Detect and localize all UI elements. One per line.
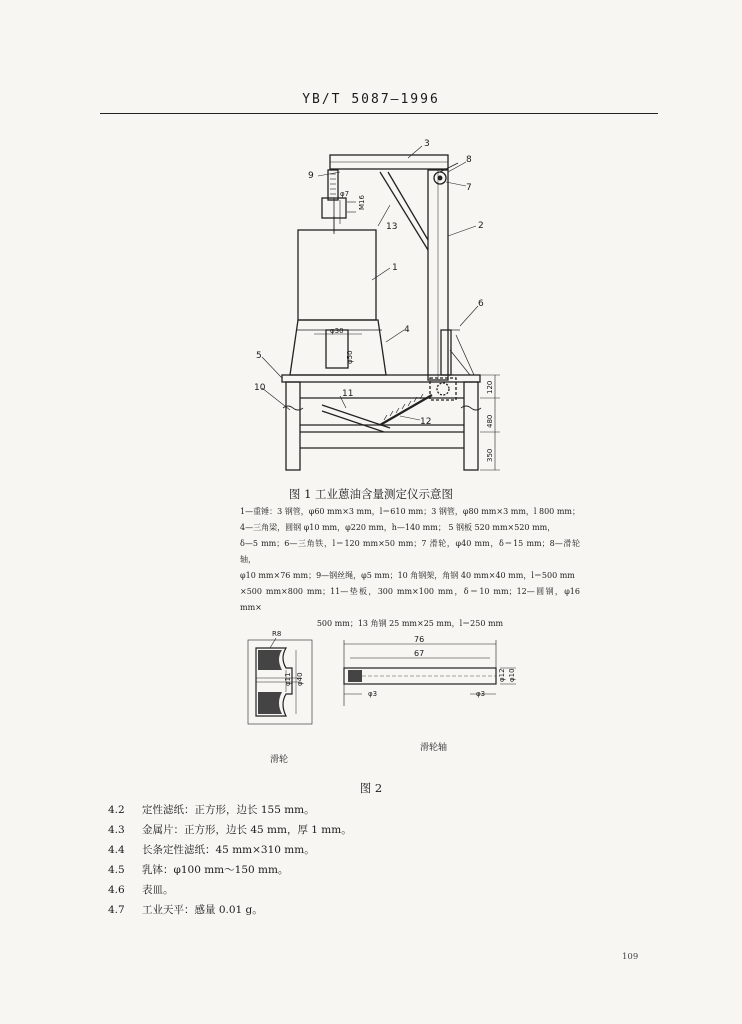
callout-5: 5 bbox=[256, 351, 262, 361]
callout-11: 11 bbox=[342, 389, 354, 399]
shaft-d12: φ12 bbox=[498, 668, 506, 682]
figure-1-drawing bbox=[0, 0, 742, 480]
page-number: 109 bbox=[622, 952, 639, 962]
clause-item bbox=[108, 860, 648, 880]
clause-item bbox=[108, 820, 648, 840]
dim-120: 120 bbox=[486, 380, 494, 394]
clause-item bbox=[108, 900, 648, 920]
dim-d30: φ30 bbox=[330, 327, 344, 335]
shaft-d10: φ10 bbox=[508, 668, 516, 682]
pulley-r8: R8 bbox=[272, 630, 282, 638]
clause-item bbox=[108, 840, 648, 860]
callout-6: 6 bbox=[478, 299, 484, 309]
callout-13: 13 bbox=[386, 222, 398, 232]
clause-list bbox=[108, 800, 648, 920]
callout-8: 8 bbox=[466, 155, 472, 165]
figure-1-legend bbox=[240, 504, 580, 632]
figure-1-caption: 图 1 工业蒽油含量测定仪示意图 bbox=[288, 487, 454, 501]
clause-number: 4.2 bbox=[108, 804, 125, 816]
callout-9: 9 bbox=[308, 171, 314, 181]
dim-480: 480 bbox=[486, 414, 494, 428]
dim-m16: M16 bbox=[358, 195, 366, 210]
shaft-67: 67 bbox=[414, 649, 425, 658]
callout-7: 7 bbox=[466, 183, 472, 193]
clause-text: 表皿。 bbox=[142, 884, 174, 896]
callout-3: 3 bbox=[424, 139, 430, 149]
clause-number: 4.4 bbox=[108, 844, 125, 856]
dim-d7: φ7 bbox=[340, 190, 350, 198]
dim-d50: φ50 bbox=[346, 350, 354, 364]
figure-2-caption: 图 2 bbox=[359, 781, 383, 795]
callout-1: 1 bbox=[392, 263, 398, 273]
shaft-76: 76 bbox=[414, 635, 425, 644]
pulley-d40: φ40 bbox=[296, 672, 304, 686]
legend-line: 500 mm；13 角钢 25 mm×25 mm，l＝250 mm bbox=[316, 619, 504, 628]
pulley-d11: φ11 bbox=[284, 672, 292, 686]
legend-line: δ—5 mm；6—三角铁，l＝120 mm×50 mm；7 滑轮，φ40 mm，δ＝15 mm；8—滑轮轴， bbox=[240, 539, 580, 564]
legend-line: 4—三角梁，圆钢 φ10 mm，φ220 mm，h—140 mm； 5 钢板 520 mm×520 mm， bbox=[240, 523, 556, 532]
shaft-d3-right: φ3 bbox=[476, 690, 486, 698]
shaft-label: 滑轮轴 bbox=[420, 743, 448, 753]
figure-2-drawing bbox=[0, 620, 742, 780]
clause-number: 4.6 bbox=[108, 884, 125, 896]
pulley-label: 滑轮 bbox=[270, 755, 289, 765]
dim-350: 350 bbox=[486, 448, 494, 462]
clause-text: 工业天平：感量 0.01 g。 bbox=[142, 904, 263, 916]
clause-number: 4.5 bbox=[108, 864, 125, 876]
clause-item bbox=[108, 800, 648, 820]
legend-line: 1—重锤：3 钢管，φ60 mm×3 mm，l＝610 mm；3 钢管，φ80 mm×3 mm，l 800 mm； bbox=[240, 507, 580, 516]
clause-text: 金属片：正方形，边长 45 mm，厚 1 mm。 bbox=[142, 824, 352, 836]
standard-code-header: YB/T 5087—1996 bbox=[302, 92, 440, 107]
callout-10: 10 bbox=[254, 383, 266, 393]
callout-4: 4 bbox=[404, 325, 410, 335]
callout-2: 2 bbox=[478, 221, 484, 231]
clause-text: 定性滤纸：正方形，边长 155 mm。 bbox=[142, 804, 315, 816]
callout-12: 12 bbox=[420, 417, 432, 427]
clause-number: 4.3 bbox=[108, 824, 125, 836]
shaft-d3-left: φ3 bbox=[368, 690, 378, 698]
clause-text: 长条定性滤纸：45 mm×310 mm。 bbox=[142, 844, 315, 856]
clause-text: 乳钵：φ100 mm～150 mm。 bbox=[142, 864, 289, 876]
legend-line: ×500 mm×800 mm；11—垫板，300 mm×100 mm，δ＝10 mm；12—圆钢，φ16 mm× bbox=[240, 587, 580, 612]
clause-number: 4.7 bbox=[108, 904, 125, 916]
legend-line: φ10 mm×76 mm；9—钢丝绳，φ5 mm；10 角钢架，角钢 40 mm×40 mm，l＝500 mm bbox=[240, 571, 575, 580]
clause-item bbox=[108, 880, 648, 900]
